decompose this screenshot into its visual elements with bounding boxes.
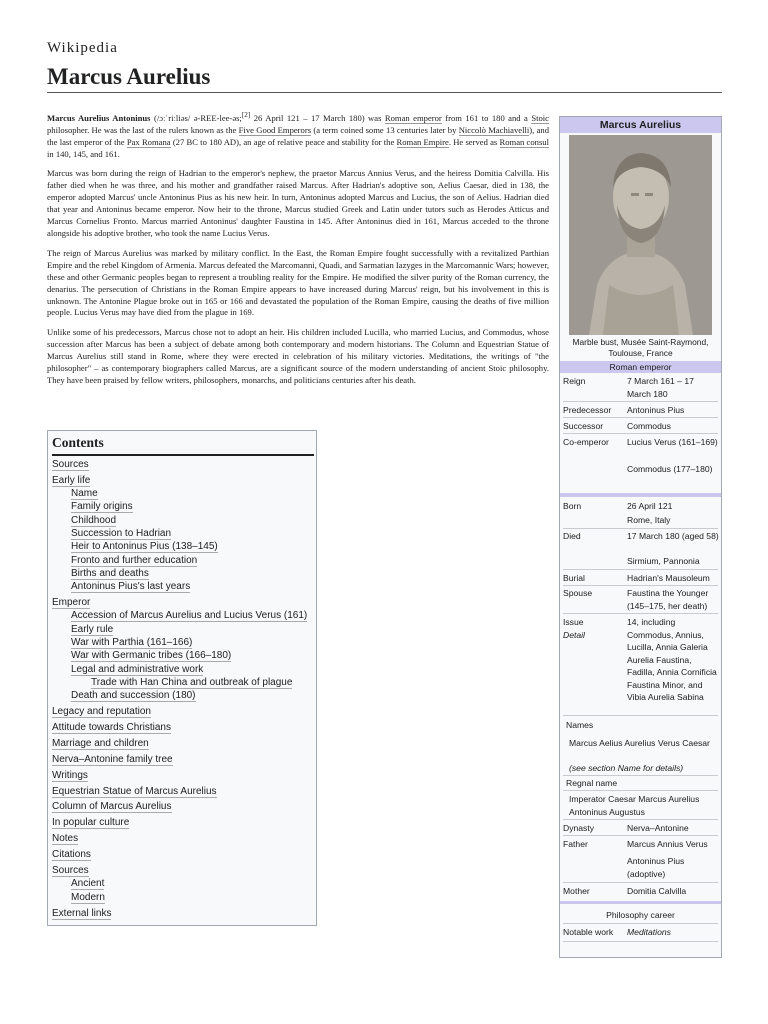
names-note-link[interactable]: (see section Name for details) [569, 763, 684, 773]
issue-label: Issue [563, 617, 584, 627]
toc-item[interactable] [52, 487, 314, 500]
toc-item[interactable] [52, 623, 314, 636]
predecessor-link[interactable]: Antoninus Pius [627, 405, 685, 415]
toc-item-label: Antoninus Pius's last years [71, 581, 191, 593]
toc-item-label: Name [71, 488, 98, 500]
table-of-contents [47, 430, 317, 926]
toc-item[interactable] [52, 554, 314, 567]
lead-text: . He served as [448, 136, 500, 147]
spouse-label: Spouse [563, 588, 593, 598]
toc-item[interactable] [52, 689, 314, 702]
section-band [560, 493, 721, 497]
toc-item-label: Equestrian Statue of Marcus Aurelius [52, 785, 217, 797]
bust-illustration [569, 135, 712, 335]
lead-text: from 161 to 180 and a [441, 112, 532, 123]
dynasty-link[interactable]: Nerva–Antonine [627, 823, 689, 833]
lead-text: philosopher. He was the last of the rulers known as the [47, 124, 239, 135]
toc-item-label: Death and succession (180) [71, 690, 196, 702]
row-divider [563, 569, 718, 570]
mother-link[interactable]: Domitia Calvilla [627, 886, 687, 896]
toc-item[interactable] [52, 500, 314, 513]
toc-item[interactable] [52, 580, 314, 593]
bust-portrait-image[interactable] [569, 135, 712, 335]
row-divider [563, 613, 718, 614]
born-place-link[interactable]: Rome, Italy [627, 515, 671, 525]
toc-item[interactable] [52, 769, 314, 782]
toc-item[interactable] [52, 596, 314, 609]
co-emperor-label: Co-emperor [563, 437, 609, 447]
toc-item[interactable] [52, 848, 314, 861]
toc-item[interactable] [52, 800, 314, 813]
notable-work-link[interactable]: Meditations [627, 927, 671, 937]
toc-item[interactable] [52, 737, 314, 750]
wikipedia-wordmark[interactable]: Wikipedia [47, 40, 118, 56]
mother-label: Mother [563, 886, 590, 896]
toc-item-label: Modern [71, 891, 105, 903]
father-label: Father [563, 839, 588, 849]
toc-item-label: Writings [52, 769, 88, 781]
toc-item-label: Column of Marcus Aurelius [52, 801, 172, 813]
row-divider [563, 433, 718, 434]
paragraph-legacy: Unlike some of his predecessors, Marcus chose not to adopt an heir. His children included Lucilla, who married Lucius, and Commodus, whose succession after Marcus has been a subject of debate among both contemporary and modern historians. The Column and Equestrian Statue of Marcus Aurelius still stand in Rome, where they were erected in celebration of his military victories. Meditations, the writings of "the philosopher" – as contemporary biographers called Marcus, are a significant source of the modern understanding of ancient Stoic philosophy. They have been praised by fellow writers, philosophers, monarchs, and politicians centuries after his death. [47, 327, 549, 385]
toc-item-label: Citations [52, 849, 91, 861]
lead-text: (27 BC to 180 AD), an age of relative peace and stability for the [170, 136, 397, 147]
link-roman-emperor[interactable]: Roman emperor [384, 112, 442, 123]
toc-item-label: Emperor [52, 597, 91, 609]
lead-paragraph [47, 110, 549, 160]
link-stoic[interactable]: Stoic [531, 112, 549, 123]
toc-item[interactable] [52, 649, 314, 662]
paragraph-reign: The reign of Marcus Aurelius was marked by military conflict. In the East, the Roman Empire fought successfully with a revitalized Parthian Empire and the rebel Kingdom of Armenia. Marcus defeated the Marcomanni, Quadi, and Sarmatian Iazyges in the Marcomannic Wars; however, these and other Germanic peoples began to represent a troubling reality for the Empire. He modified the silver purity of the Roman currency, the denarius. The persecution of Christians in the Roman Empire appears to have increased during Marcus' reign, but his involvement in this is unknown. The Antonine Plague broke out in 165 or 166 and devastated the population of the Roman Empire, causing the deaths of five million people. Lucius Verus may have died from the plague in 169. [47, 247, 549, 318]
lead-text: (a term coined some 13 centuries later by [311, 124, 459, 135]
link-machiavelli[interactable]: Niccolò Machiavelli [458, 124, 530, 135]
toc-item-label: War with Germanic tribes (166–180) [71, 650, 232, 662]
row-divider [563, 715, 718, 716]
toc-item-label: War with Parthia (161–166) [71, 637, 193, 649]
adoptive-note: (adoptive) [627, 869, 666, 879]
father-link[interactable]: Marcus Annius Verus [627, 839, 708, 849]
toc-item-label: Notes [52, 833, 79, 845]
link-five-good-emperors[interactable]: Five Good Emperors [238, 124, 312, 135]
co-emperor-link[interactable]: Commodus (177–180) [627, 464, 713, 474]
co-emperor-link[interactable]: Lucius Verus (161–169) [627, 437, 718, 447]
birth-name: Marcus Aelius Aurelius Verus Caesar [569, 738, 710, 748]
lead-text: in 140, 145, and 161. [47, 148, 120, 159]
toc-item[interactable] [52, 705, 314, 718]
toc-item-label: Family origins [71, 501, 133, 513]
toc-item-label: Ancient [71, 878, 105, 890]
lead-text: 26 April 121 – 17 March 180) was [250, 112, 385, 123]
predecessor-label: Predecessor [563, 405, 612, 415]
infobox [559, 116, 722, 958]
image-caption: Marble bust, Musée Saint-Raymond, Toulouse, France [572, 337, 709, 358]
reign-value: 7 March 161 – 17 March 180 [627, 376, 694, 399]
row-divider [563, 882, 718, 883]
toc-item[interactable] [52, 527, 314, 540]
pronunciation: (/ɔːˈriːliəs/ ə-REE-lee-əs; [153, 112, 242, 123]
section-band [560, 901, 721, 904]
link-roman-empire[interactable]: Roman Empire [396, 136, 449, 147]
paragraph-early-life: Marcus was born during the reign of Hadrian to the emperor's nephew, the praetor Marcus Annius Verus, and the heiress Domitia Calvilla. His father died when he was three, and his mother and grandfather raised Marcus. After Hadrian's adoptive son, Aelius Caesar, died in 138, the emperor adopted Marcus' uncle Antoninus Pius as his new heir. In turn, Antoninus adopted Marcus and Lucius, the son of Aelius. Hadrian died that year and Antoninus became emperor. Now heir to the throne, Marcus studied Greek and Latin under tutors such as Herodes Atticus and Marcus Cornelius Fronto. Marcus married Antoninus' daughter Faustina in 145. After Antoninus died in 161, Marcus acceded to the throne alongside his adoptive brother, who took the name Lucius Verus. [47, 168, 549, 239]
row-divider [563, 941, 718, 942]
subject-name: Marcus Aurelius Antoninus [47, 112, 151, 123]
issue-value: 14, including Commodus, Annius, Lucilla, Annia Galeria Aurelia Faustina, Fadilla, Annia Cornificia Faustina Minor, and Vibia Aurelia Sabina [627, 617, 717, 702]
row-divider [563, 528, 718, 529]
toc-item-label: Nerva–Antonine family tree [52, 753, 173, 765]
row-divider [563, 835, 718, 836]
toc-item[interactable] [52, 864, 314, 877]
toc-item-label: Childhood [71, 514, 117, 526]
born-date: 26 April 121 [627, 501, 673, 511]
toc-item-label: Early rule [71, 623, 114, 635]
dynasty-label: Dynasty [563, 823, 595, 833]
toc-item[interactable] [52, 514, 314, 527]
toc-item[interactable] [52, 609, 314, 622]
adoptive-father-link[interactable]: Antoninus Pius [627, 856, 685, 866]
link-roman-consul[interactable]: Roman consul [499, 136, 549, 147]
lead-text: ), and the last emperor of the [47, 124, 549, 147]
toc-item[interactable] [52, 676, 314, 689]
toc-item-label: In popular culture [52, 817, 130, 829]
toc-item[interactable] [52, 721, 314, 734]
toc-item[interactable] [52, 907, 314, 920]
successor-label: Successor [563, 421, 604, 431]
toc-item-label: Sources [52, 459, 89, 470]
toc-item-label: Heir to Antoninus Pius (138–145) [71, 541, 218, 553]
regnal-name-value: Imperator Caesar Marcus Aurelius Antoninus Augustus [569, 794, 700, 817]
row-divider [563, 790, 718, 791]
toc-item[interactable] [52, 891, 314, 904]
toc-item-label: Accession of Marcus Aurelius and Lucius Verus (161) [71, 610, 308, 622]
died-place-link[interactable]: Sirmium, Pannonia [627, 556, 700, 566]
toc-item-label: Trade with Han China and outbreak of plague [91, 676, 293, 688]
burial-label: Burial [563, 573, 585, 583]
row-divider [563, 775, 718, 776]
toc-item-label: Legal and administrative work [71, 663, 204, 675]
reference-link[interactable]: [2] [241, 111, 251, 119]
died-label: Died [563, 531, 581, 541]
names-label: Names [566, 720, 594, 730]
notable-work-label: Notable work [563, 927, 614, 937]
toc-item-label: Marriage and children [52, 737, 149, 749]
toc-item-label: Sources [52, 865, 89, 877]
infobox-title: Marcus Aurelius [560, 117, 721, 133]
row-divider [563, 923, 718, 924]
toc-item[interactable] [52, 474, 314, 487]
toc-item-label: Fronto and further education [71, 554, 198, 566]
infobox-subheader-philosophy: Philosophy career [606, 910, 675, 920]
row-divider [563, 417, 718, 418]
toc-item-label: Legacy and reputation [52, 706, 151, 718]
toc-item[interactable] [52, 567, 314, 580]
link-pax-romana[interactable]: Pax Romana [126, 136, 171, 147]
row-divider [563, 819, 718, 820]
toc-item-label: External links [52, 907, 112, 919]
toc-list [52, 458, 314, 920]
toc-item-label: Succession to Hadrian [71, 528, 172, 540]
toc-item[interactable] [52, 816, 314, 829]
toc-item-label: Births and deaths [71, 567, 149, 579]
toc-item[interactable] [52, 753, 314, 766]
died-date: 17 March 180 (aged 58) [627, 531, 719, 541]
toc-title: Contents [52, 435, 314, 456]
toc-item[interactable] [52, 458, 314, 471]
toc-item[interactable] [52, 832, 314, 845]
toc-item[interactable] [52, 663, 314, 676]
born-label: Born [563, 501, 582, 511]
toc-item[interactable] [52, 636, 314, 649]
reign-label: Reign [563, 376, 586, 386]
article-body [47, 110, 549, 395]
title-divider [47, 92, 722, 93]
toc-item-label: Attitude towards Christians [52, 722, 171, 734]
spouse-link[interactable]: Faustina the Younger (145–175, her death) [627, 588, 709, 611]
row-divider [563, 585, 718, 586]
row-divider [563, 401, 718, 402]
successor-link[interactable]: Commodus [627, 421, 671, 431]
burial-link[interactable]: Hadrian's Mausoleum [627, 573, 710, 583]
toc-item-label: Early life [52, 474, 91, 486]
toc-item[interactable] [52, 877, 314, 890]
issue-detail-link[interactable]: Detail [563, 630, 585, 640]
regnal-name-label: Regnal name [566, 778, 618, 788]
toc-item[interactable] [52, 540, 314, 553]
toc-item[interactable] [52, 785, 314, 798]
infobox-subheader-roman-emperor: Roman emperor [560, 361, 721, 373]
page-title: Marcus Aurelius [47, 64, 211, 89]
